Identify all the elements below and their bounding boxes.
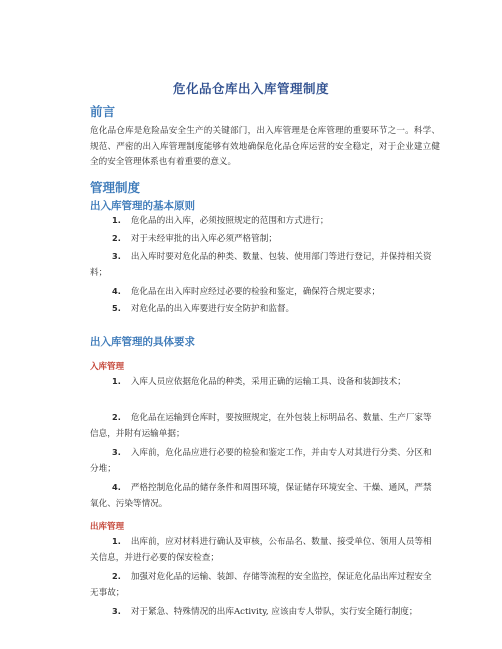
preface-text: 危化品仓库是危险品安全生产的关键部门，出入库管理是仓库管理的重要环节之一。科学、规范、严密的出入库管理制度能够有效地确保危化品仓库运营的安全稳定，对于企业建立健全的安全管理体系也有着重要的意义。 — [90, 126, 440, 168]
list-item: 1. 危化品的出入库，必须按照规定的范围和方式进行； — [112, 215, 329, 226]
list-item: 2. 加强对危化品的运输、装卸、存储等流程的安全监控，保证危化品出库过程安全无事故； — [90, 571, 432, 599]
inbound-heading: 入库管理 — [90, 362, 125, 372]
list-item: 5. 对危化品的出入库要进行安全防护和监督。 — [112, 303, 295, 314]
management-heading: 管理制度 — [90, 180, 141, 195]
list-item: 4. 危化品在出入库时应经过必要的检验和鉴定，确保符合规定要求； — [112, 286, 381, 297]
list-item: 2. 对于未经审批的出入库必须严格管制； — [112, 233, 277, 244]
list-item: 3. 对于紧急、特殊情况的出库Activity, 应该由专人带队，实行安全随行制度； — [112, 606, 418, 617]
preface-heading: 前言 — [90, 104, 116, 119]
list-item: 2. 危化品在运输到仓库时，要按照规定，在外包装上标明品名、数量、生产厂家等信息，并附有运输单据； — [90, 412, 432, 440]
list-item: 4. 严格控制危化品的储存条件和周围环境，保证储存环境安全、干燥、通风，严禁氧化、污染等情况。 — [90, 482, 432, 510]
basic-principles-heading: 出入库管理的基本原则 — [90, 200, 195, 212]
document-title: 危化品仓库出入库管理制度 — [172, 81, 329, 96]
list-item: 3. 出入库时要对危化品的种类、数量、包装、使用部门等进行登记，并保持相关资料； — [90, 251, 432, 279]
outbound-heading: 出库管理 — [90, 522, 125, 532]
specific-requirements-heading: 出入库管理的具体要求 — [90, 336, 195, 348]
list-item: 3. 入库前，危化品应进行必要的检验和鉴定工作，并由专人对其进行分类、分区和分堆； — [90, 447, 432, 475]
list-item: 1. 出库前，应对材料进行确认及审核，公布品名、数量、接受单位、领用人员等相关信息，并进行必要的保安检查； — [90, 536, 432, 564]
list-item: 1. 入库人员应依据危化品的种类，采用正确的运输工具、设备和装卸技术； — [112, 376, 406, 387]
